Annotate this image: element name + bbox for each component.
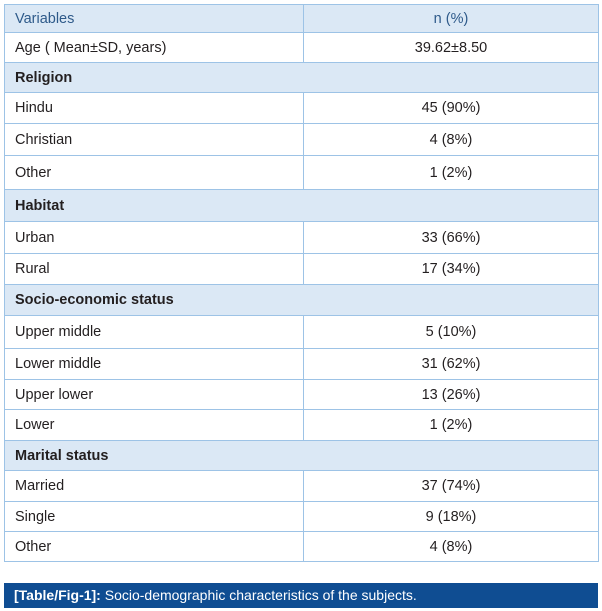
section-title: Habitat bbox=[5, 190, 599, 222]
caption-text: Socio-demographic characteristics of the subjects. bbox=[100, 587, 417, 603]
table-row bbox=[5, 222, 599, 254]
row-value: 4 (8%) bbox=[304, 124, 599, 156]
table-row bbox=[5, 156, 599, 190]
row-label: Urban bbox=[5, 222, 304, 254]
table-header-row bbox=[5, 5, 599, 33]
section-title: Marital status bbox=[5, 441, 599, 471]
section-row-habitat bbox=[5, 190, 599, 222]
row-label: Lower middle bbox=[5, 349, 304, 380]
section-title: Socio-economic status bbox=[5, 285, 599, 316]
table-row bbox=[5, 471, 599, 502]
row-label: Upper lower bbox=[5, 380, 304, 410]
table-row bbox=[5, 532, 599, 562]
row-value: 4 (8%) bbox=[304, 532, 599, 562]
table-row bbox=[5, 124, 599, 156]
row-value: 17 (34%) bbox=[304, 254, 599, 285]
row-label: Age ( Mean±SD, years) bbox=[5, 33, 304, 63]
header-n-percent: n (%) bbox=[304, 5, 599, 33]
table-row bbox=[5, 349, 599, 380]
table-row bbox=[5, 410, 599, 441]
section-row-socio-economic bbox=[5, 285, 599, 316]
header-variables: Variables bbox=[5, 5, 304, 33]
caption-tag: [Table/Fig-1]: bbox=[14, 587, 101, 603]
table-row bbox=[5, 502, 599, 532]
row-value: 1 (2%) bbox=[304, 410, 599, 441]
row-value: 45 (90%) bbox=[304, 93, 599, 124]
row-label: Christian bbox=[5, 124, 304, 156]
demographics-table bbox=[4, 4, 599, 562]
table-row bbox=[5, 93, 599, 124]
section-row-religion bbox=[5, 63, 599, 93]
row-label: Single bbox=[5, 502, 304, 532]
row-value: 37 (74%) bbox=[304, 471, 599, 502]
section-title: Religion bbox=[5, 63, 599, 93]
table-caption bbox=[4, 583, 598, 608]
row-value: 5 (10%) bbox=[304, 316, 599, 349]
row-value: 31 (62%) bbox=[304, 349, 599, 380]
table-row bbox=[5, 316, 599, 349]
row-value: 33 (66%) bbox=[304, 222, 599, 254]
row-label: Other bbox=[5, 156, 304, 190]
row-label: Married bbox=[5, 471, 304, 502]
table-row bbox=[5, 380, 599, 410]
row-value: 13 (26%) bbox=[304, 380, 599, 410]
row-label: Hindu bbox=[5, 93, 304, 124]
row-label: Lower bbox=[5, 410, 304, 441]
table-row bbox=[5, 254, 599, 285]
row-label: Rural bbox=[5, 254, 304, 285]
row-label: Upper middle bbox=[5, 316, 304, 349]
row-value: 1 (2%) bbox=[304, 156, 599, 190]
section-row-marital bbox=[5, 441, 599, 471]
row-value: 39.62±8.50 bbox=[304, 33, 599, 63]
row-label: Other bbox=[5, 532, 304, 562]
table-row bbox=[5, 33, 599, 63]
row-value: 9 (18%) bbox=[304, 502, 599, 532]
